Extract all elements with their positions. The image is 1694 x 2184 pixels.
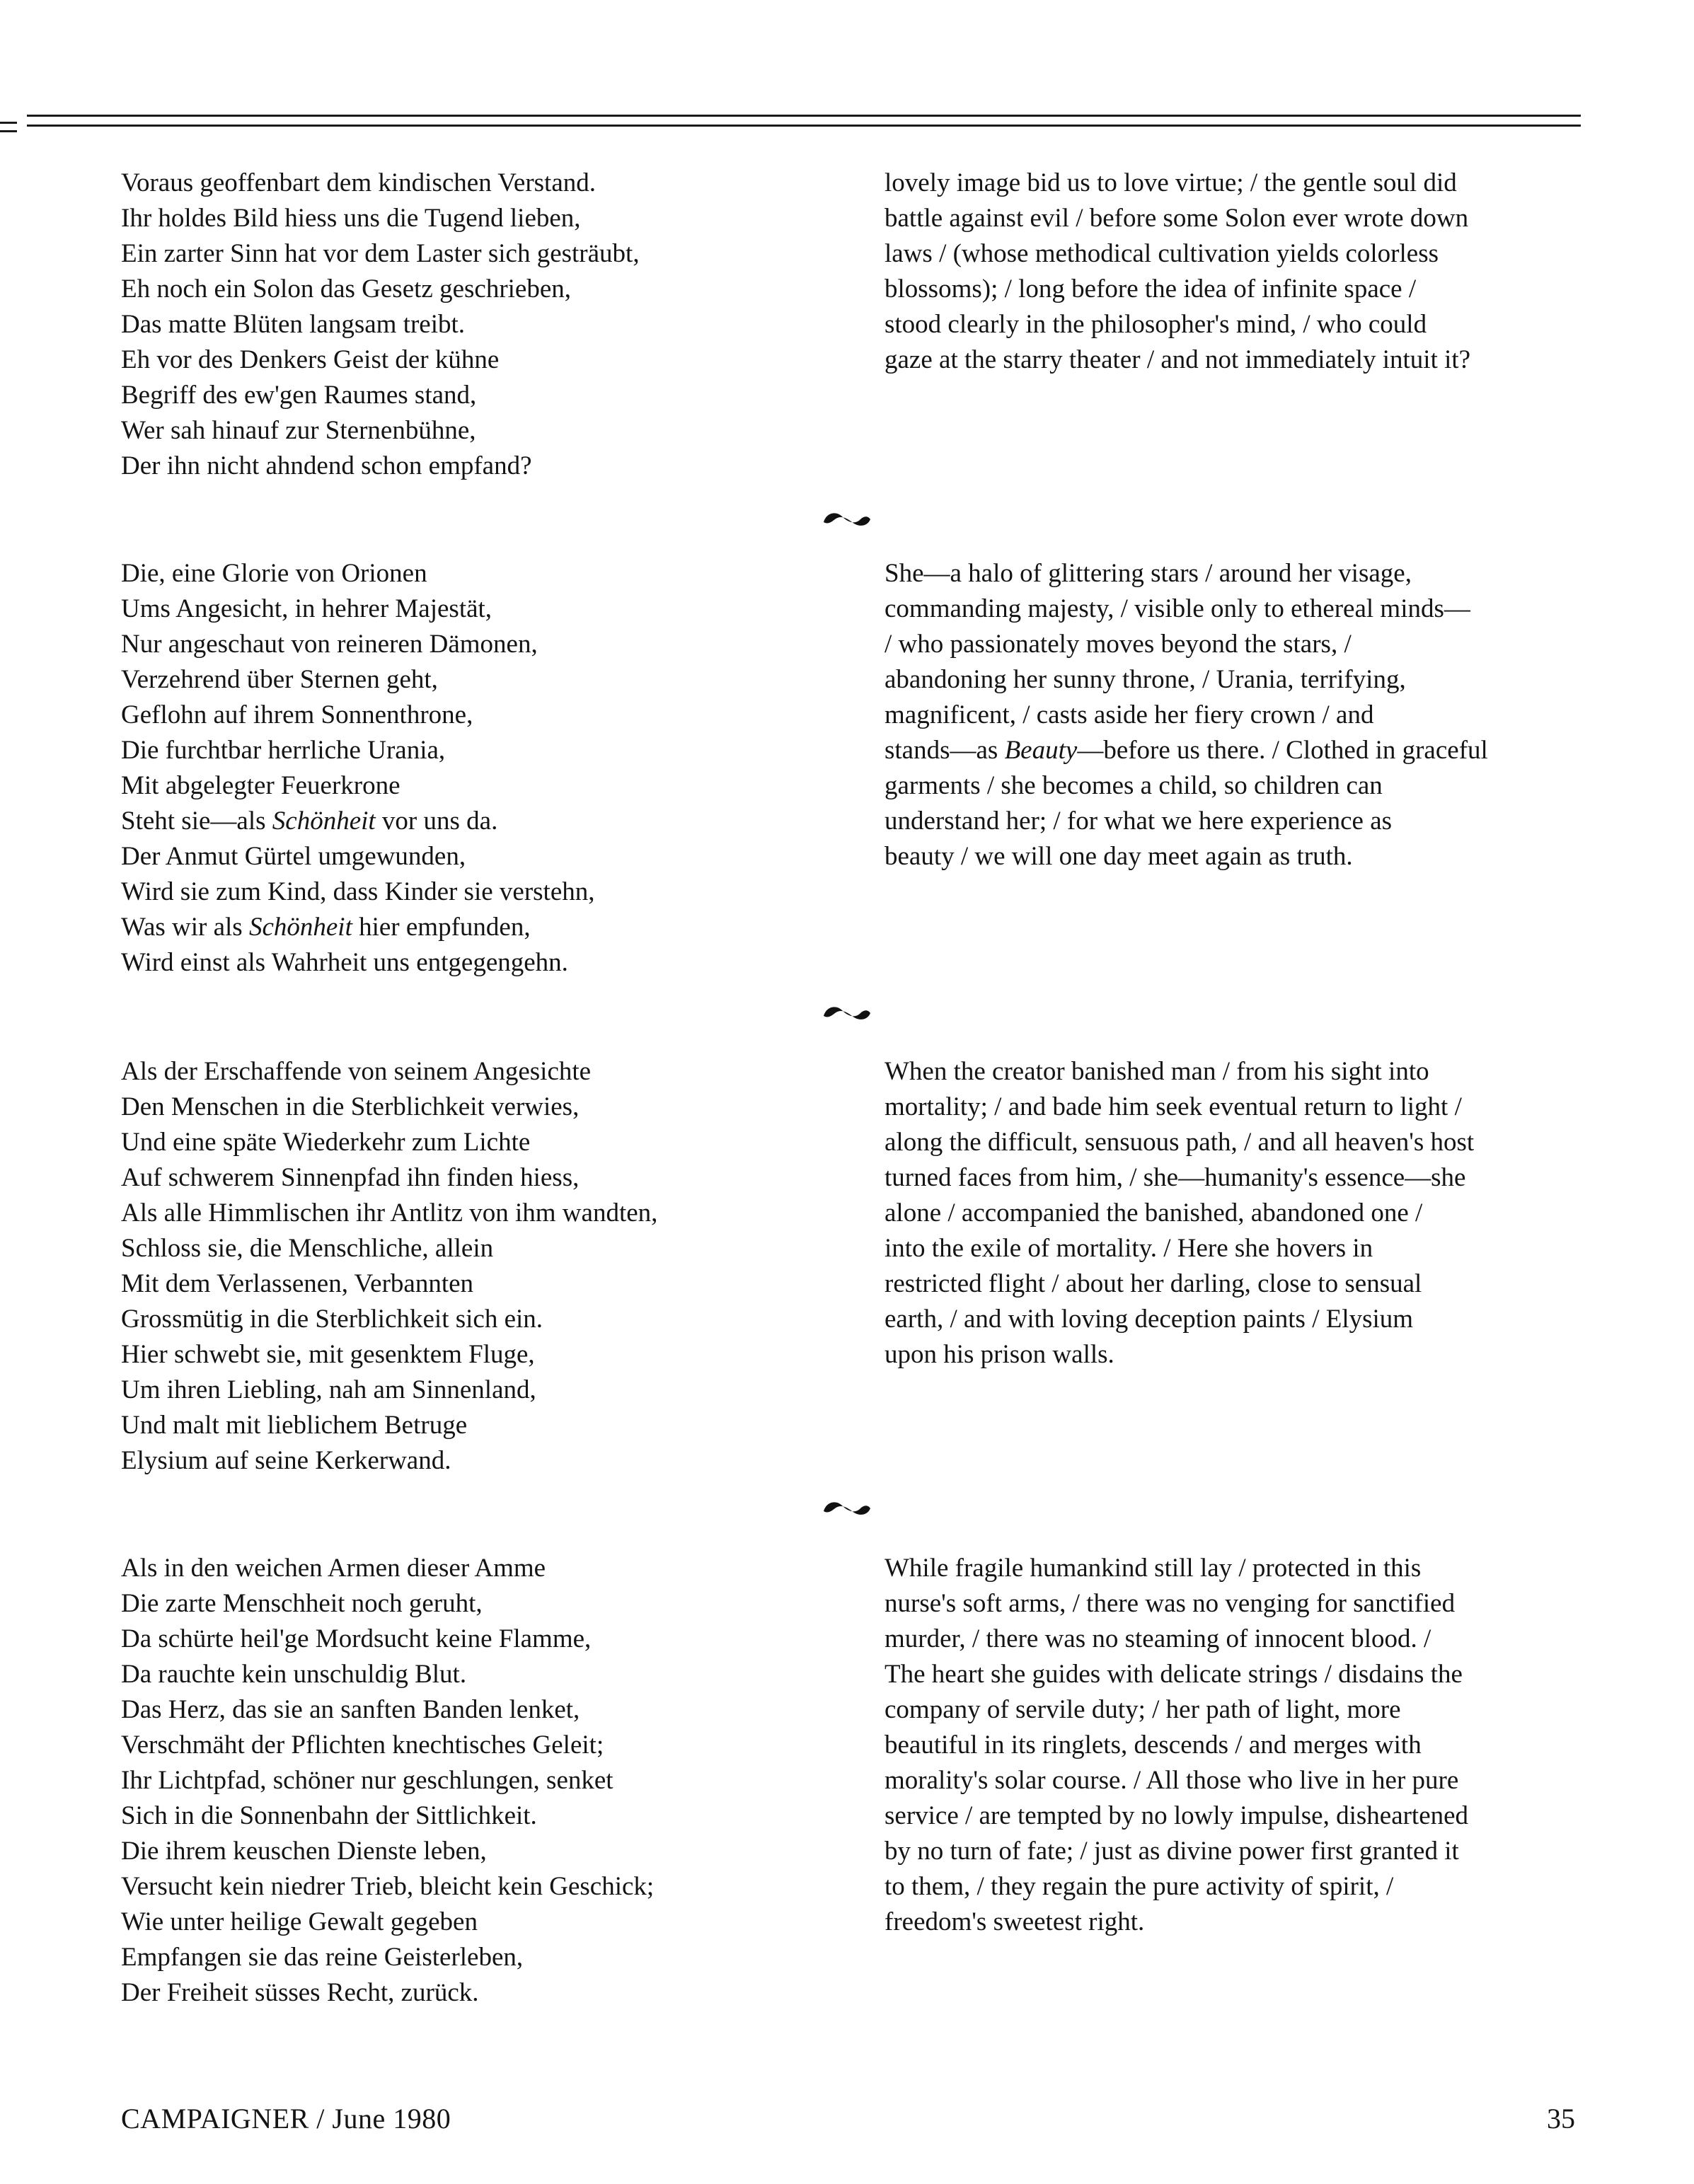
header-rule-top bbox=[27, 115, 1581, 117]
english-stanza-4 bbox=[885, 1551, 1599, 1940]
verse-line: Begriff des ew'gen Raumes stand, bbox=[121, 381, 477, 410]
verse-line: / who passionately moves beyond the stars, / bbox=[885, 630, 1352, 659]
verse-line: freedom's sweetest right. bbox=[885, 1907, 1145, 1936]
english-stanza-1 bbox=[885, 166, 1599, 378]
verse-line: beauty / we will one day meet again as truth. bbox=[885, 842, 1353, 871]
german-stanza-4 bbox=[121, 1551, 779, 2011]
verse-line: Wie unter heilige Gewalt gegeben bbox=[121, 1907, 478, 1936]
verse-line: Da schürte heil'ge Mordsucht keine Flamme, bbox=[121, 1624, 592, 1653]
verse-line: stood clearly in the philosopher's mind, / who could bbox=[885, 310, 1427, 339]
verse-line: nurse's soft arms, / there was no venging for sanctified bbox=[885, 1589, 1456, 1618]
verse-line: Hier schwebt sie, mit gesenktem Fluge, bbox=[121, 1340, 535, 1369]
verse-line: Das matte Blüten langsam treibt. bbox=[121, 310, 466, 339]
footer-publication: CAMPAIGNER / June 1980 bbox=[121, 2103, 451, 2134]
verse-line: Mit dem Verlassenen, Verbannten bbox=[121, 1269, 474, 1298]
emphasized-word: Schönheit bbox=[248, 913, 352, 942]
verse-line: Verschmäht der Pflichten knechtisches Geleit; bbox=[121, 1731, 604, 1760]
emphasized-word: Schönheit bbox=[272, 807, 376, 836]
verse-line: blossoms); / long before the idea of infinite space / bbox=[885, 275, 1417, 304]
verse-line: Geflohn auf ihrem Sonnenthrone, bbox=[121, 700, 473, 729]
verse-line: Verzehrend über Sternen geht, bbox=[121, 665, 438, 694]
german-stanza-2 bbox=[121, 556, 779, 981]
verse-line: Ihr holdes Bild hiess uns die Tugend lieben, bbox=[121, 204, 581, 233]
verse-line: magnificent, / casts aside her fiery crown / and bbox=[885, 700, 1374, 729]
header-rule-stub bbox=[0, 130, 17, 132]
english-stanza-3 bbox=[885, 1054, 1599, 1373]
verse-line: restricted flight / about her darling, close to sensual bbox=[885, 1269, 1422, 1298]
verse-line: Elysium auf seine Kerkerwand. bbox=[121, 1446, 451, 1475]
verse-line: Die, eine Glorie von Orionen bbox=[121, 559, 427, 588]
verse-line: beautiful in its ringlets, descends / and merges with bbox=[885, 1731, 1422, 1760]
verse-line: by no turn of fate; / just as divine power first granted it bbox=[885, 1837, 1459, 1866]
verse-line: Schloss sie, die Menschliche, allein bbox=[121, 1234, 494, 1263]
german-stanza-3 bbox=[121, 1054, 779, 1479]
verse-line: Mit abgelegter Feuerkrone bbox=[121, 771, 401, 800]
verse-line: Eh noch ein Solon das Gesetz geschrieben, bbox=[121, 275, 572, 304]
verse-line: lovely image bid us to love virtue; / the gentle soul did bbox=[885, 168, 1457, 197]
verse-line: Die ihrem keuschen Dienste leben, bbox=[121, 1837, 487, 1866]
verse-line: Was wir als Schönheit hier empfunden, bbox=[121, 913, 531, 942]
german-stanza-1 bbox=[121, 166, 779, 484]
verse-line: Das Herz, das sie an sanften Banden lenket, bbox=[121, 1695, 580, 1724]
verse-line: Der Freiheit süsses Recht, zurück. bbox=[121, 1978, 479, 2007]
page-number: 35 bbox=[1547, 2103, 1575, 2134]
verse-line: garments / she becomes a child, so children can bbox=[885, 771, 1383, 800]
verse-line: Den Menschen in die Sterblichkeit verwies, bbox=[121, 1092, 580, 1121]
verse-line: understand her; / for what we here experience as bbox=[885, 807, 1393, 836]
verse-line: Empfangen sie das reine Geisterleben, bbox=[121, 1943, 524, 1972]
header-rule-bottom bbox=[27, 125, 1581, 127]
verse-line: Sich in die Sonnenbahn der Sittlichkeit. bbox=[121, 1801, 537, 1830]
verse-line: Auf schwerem Sinnenpfad ihn finden hiess, bbox=[121, 1163, 580, 1192]
verse-line: murder, / there was no steaming of innocent blood. / bbox=[885, 1624, 1431, 1653]
verse-line: The heart she guides with delicate strings / disdains the bbox=[885, 1660, 1463, 1689]
verse-line: laws / (whose methodical cultivation yields colorless bbox=[885, 239, 1439, 268]
verse-line: Der ihn nicht ahndend schon empfand? bbox=[121, 451, 532, 480]
verse-line: upon his prison walls. bbox=[885, 1340, 1114, 1369]
verse-line: battle against evil / before some Solon ever wrote down bbox=[885, 204, 1469, 233]
verse-line: to them, / they regain the pure activity of spirit, / bbox=[885, 1872, 1394, 1901]
verse-line: company of servile duty; / her path of light, more bbox=[885, 1695, 1401, 1724]
verse-line: Ums Angesicht, in hehrer Majestät, bbox=[121, 594, 492, 623]
verse-line: earth, / and with loving deception paints / Elysium bbox=[885, 1305, 1414, 1334]
swash-ornament-icon bbox=[819, 1496, 873, 1518]
verse-line: Als alle Himmlischen ihr Antlitz von ihm wandten, bbox=[121, 1198, 658, 1227]
verse-line: turned faces from him, / she—humanity's essence—she bbox=[885, 1163, 1466, 1192]
verse-line: Voraus geoffenbart dem kindischen Verstand. bbox=[121, 168, 596, 197]
verse-line: Die zarte Menschheit noch geruht, bbox=[121, 1589, 483, 1618]
verse-line: Und eine späte Wiederkehr zum Lichte bbox=[121, 1128, 531, 1157]
verse-line: commanding majesty, / visible only to ethereal minds— bbox=[885, 594, 1470, 623]
verse-line: alone / accompanied the banished, abandoned one / bbox=[885, 1198, 1423, 1227]
verse-line: Nur angeschaut von reineren Dämonen, bbox=[121, 630, 538, 659]
verse-line: When the creator banished man / from his sight into bbox=[885, 1057, 1429, 1086]
verse-line: Eh vor des Denkers Geist der kühne bbox=[121, 345, 500, 374]
verse-line: Versucht kein niedrer Trieb, bleicht kein Geschick; bbox=[121, 1872, 655, 1901]
verse-line: Wer sah hinauf zur Sternenbühne, bbox=[121, 416, 476, 445]
verse-line: abandoning her sunny throne, / Urania, terrifying, bbox=[885, 665, 1406, 694]
verse-line: morality's solar course. / All those who live in her pure bbox=[885, 1766, 1459, 1795]
verse-line: Grossmütig in die Sterblichkeit sich ein. bbox=[121, 1305, 543, 1334]
verse-line: Da rauchte kein unschuldig Blut. bbox=[121, 1660, 467, 1689]
verse-line: service / are tempted by no lowly impulse, disheartened bbox=[885, 1801, 1469, 1830]
verse-line: Steht sie—als Schönheit vor uns da. bbox=[121, 807, 498, 836]
verse-line: into the exile of mortality. / Here she hovers in bbox=[885, 1234, 1373, 1263]
english-stanza-2 bbox=[885, 556, 1599, 874]
verse-line: Wird einst als Wahrheit uns entgegengehn. bbox=[121, 948, 568, 977]
verse-line: Und malt mit lieblichem Betruge bbox=[121, 1411, 468, 1440]
emphasized-word: Beauty bbox=[1004, 736, 1078, 765]
verse-line: Als der Erschaffende von seinem Angesichte bbox=[121, 1057, 592, 1086]
verse-line: mortality; / and bade him seek eventual return to light / bbox=[885, 1092, 1462, 1121]
verse-line: Ihr Lichtpfad, schöner nur geschlungen, senket bbox=[121, 1766, 613, 1795]
verse-line: Ein zarter Sinn hat vor dem Laster sich gesträubt, bbox=[121, 239, 640, 268]
verse-line: Die furchtbar herrliche Urania, bbox=[121, 736, 446, 765]
verse-line: Als in den weichen Armen dieser Amme bbox=[121, 1554, 546, 1583]
swash-ornament-icon bbox=[819, 507, 873, 529]
verse-line: She—a halo of glittering stars / around her visage, bbox=[885, 559, 1412, 588]
verse-line: Um ihren Liebling, nah am Sinnenland, bbox=[121, 1375, 536, 1404]
verse-line: Der Anmut Gürtel umgewunden, bbox=[121, 842, 466, 871]
verse-line: along the difficult, sensuous path, / and all heaven's host bbox=[885, 1128, 1475, 1157]
verse-line: stands—as Beauty—before us there. / Clothed in graceful bbox=[885, 736, 1488, 765]
verse-line: gaze at the starry theater / and not immediately intuit it? bbox=[885, 345, 1471, 374]
swash-ornament-icon bbox=[819, 1000, 873, 1023]
verse-line: While fragile humankind still lay / protected in this bbox=[885, 1554, 1422, 1583]
header-rule-stub bbox=[0, 122, 17, 124]
verse-line: Wird sie zum Kind, dass Kinder sie verstehn, bbox=[121, 877, 595, 906]
